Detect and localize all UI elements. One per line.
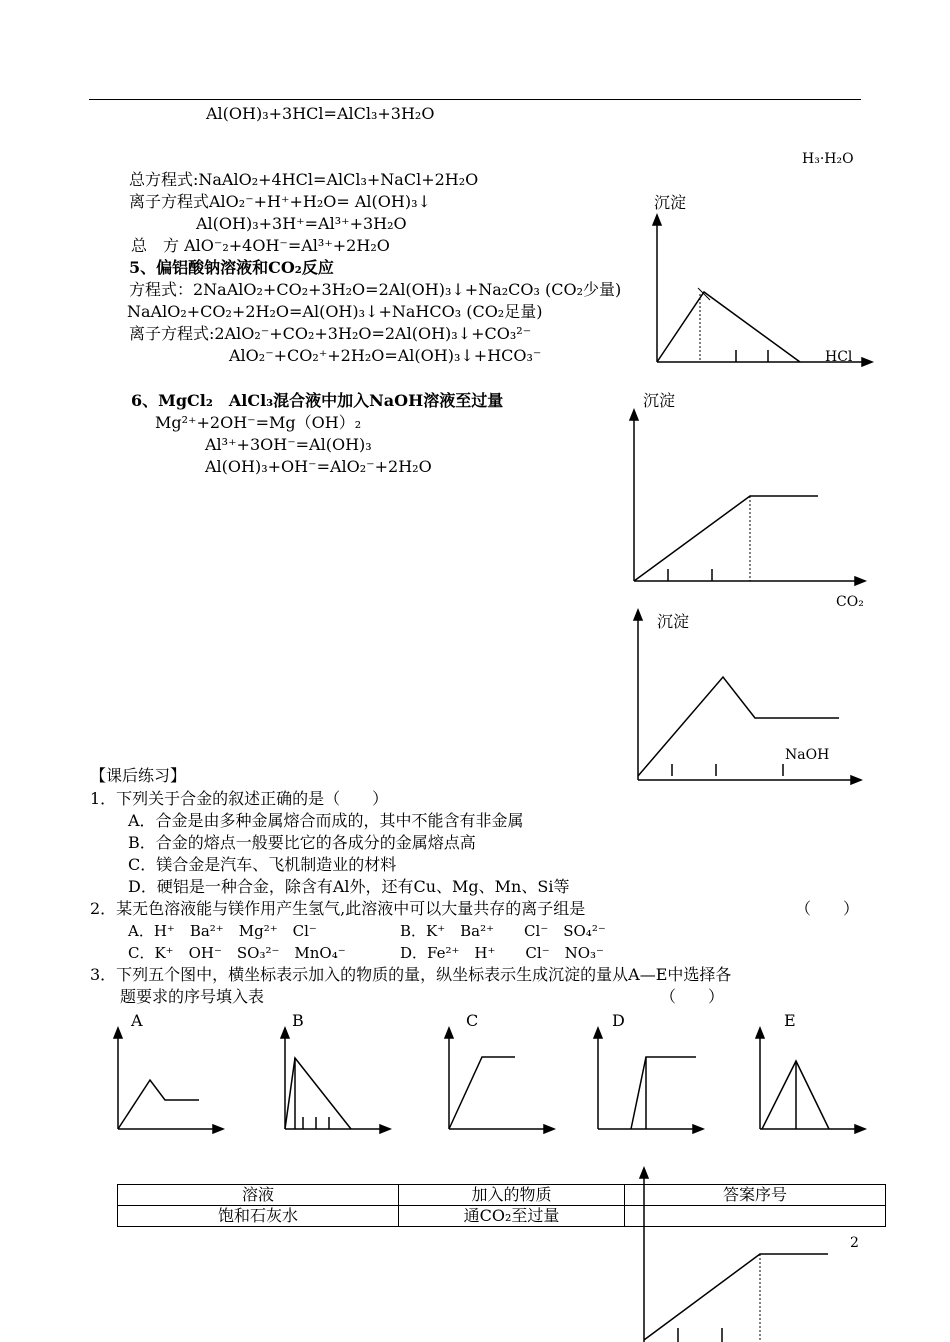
y-axis-label: 沉淀 xyxy=(643,391,676,410)
question-1: 1．下列关于合金的叙述正确的是（ ） xyxy=(90,789,389,808)
graph-label-a: A xyxy=(131,1011,143,1030)
equation-line: Mg²⁺+2OH⁻=Mg（OH）₂ xyxy=(155,413,362,432)
answer-paren: （ ） xyxy=(795,899,860,918)
answer-paren: （ ） xyxy=(660,987,725,1006)
y-axis-label: 沉淀 xyxy=(657,612,690,631)
option-a: A．H⁺ Ba²⁺ Mg²⁺ Cl⁻ xyxy=(128,922,317,940)
equation-line: NaAlO₂+CO₂+2H₂O=Al(OH)₃↓+NaHCO₃ (CO₂足量) xyxy=(127,302,543,321)
question-2: 2．某无色溶液能与镁作用产生氢气,此溶液中可以大量共存的离子组是 xyxy=(90,899,586,918)
equation-line: Al(OH)₃+OH⁻=AlO₂⁻+2H₂O xyxy=(205,457,432,476)
question-3-cont: 题要求的序号填入表 xyxy=(120,987,265,1006)
equation-line: 总 方 AlO⁻₂+4OH⁻=Al³⁺+2H₂O xyxy=(131,236,390,255)
equation-fragment: H₃·H₂O xyxy=(802,151,854,167)
equation-line: Al(OH)₃+3H⁺=Al³⁺+3H₂O xyxy=(196,214,407,233)
equation-line: Al³⁺+3OH⁻=Al(OH)₃ xyxy=(205,435,372,454)
graph-b xyxy=(279,1028,394,1138)
option-d: D．Fe²⁺ H⁺ Cl⁻ NO₃⁻ xyxy=(400,944,604,962)
graph-e xyxy=(754,1028,869,1138)
table-cell: 通CO₂至过量 xyxy=(399,1206,625,1227)
x-axis-label: HCl xyxy=(825,349,853,365)
section-heading: 5、偏铝酸钠溶液和CO₂反应 xyxy=(129,258,334,277)
equation-line: 方程式：2NaAlO₂+CO₂+3H₂O=2Al(OH)₃↓+Na₂CO₃ (CO₂少量) xyxy=(129,280,622,299)
table-header: 加入的物质 xyxy=(399,1185,625,1206)
equation-line: Al(OH)₃+3HCl=AlCl₃+3H₂O xyxy=(206,104,435,123)
x-axis-label: NaOH xyxy=(785,747,830,763)
option-b: B．K⁺ Ba²⁺ Cl⁻ SO₄²⁻ xyxy=(400,922,606,940)
option-c: C．K⁺ OH⁻ SO₃²⁻ MnO₄⁻ xyxy=(128,944,346,962)
option-c: C．镁合金是汽车、飞机制造业的材料 xyxy=(128,855,397,874)
option-d: D．硬铝是一种合金，除含有Al外，还有Cu、Mg、Mn、Si等 xyxy=(128,877,570,896)
option-a: A．合金是由多种金属熔合而成的，其中不能含有非金属 xyxy=(128,811,524,830)
graph-a xyxy=(112,1028,227,1138)
exercise-heading: 【课后练习】 xyxy=(90,766,187,785)
page-number: 2 xyxy=(850,1235,859,1251)
option-b: B．合金的熔点一般要比它的各成分的金属熔点高 xyxy=(128,833,476,852)
table-header: 溶液 xyxy=(118,1185,399,1206)
table-cell: 饱和石灰水 xyxy=(118,1206,399,1227)
question-3: 3．下列五个图中，横坐标表示加入的物质的量，纵坐标表示生成沉淀的量从A—E中选择各 xyxy=(90,965,732,984)
section-heading: 6、MgCl₂ AlCl₃混合液中加入NaOH溶液至过量 xyxy=(131,391,504,410)
precipitate-graph-co2 xyxy=(628,410,868,590)
precipitate-graph-bottom xyxy=(638,1168,838,1342)
header-rule xyxy=(89,99,861,100)
table-header: 答案序号 xyxy=(625,1185,886,1206)
x-axis-label: CO₂ xyxy=(836,594,864,610)
y-axis-label: 沉淀 xyxy=(654,193,687,212)
graph-d xyxy=(592,1028,707,1138)
graph-label-b: B xyxy=(292,1011,304,1030)
equation-line: AlO₂⁻+CO₂⁺+2H₂O=Al(OH)₃↓+HCO₃⁻ xyxy=(229,346,542,365)
equation-line: 离子方程式AlO₂⁻+H⁺+H₂O= Al(OH)₃↓ xyxy=(129,192,431,211)
graph-label-c: C xyxy=(466,1011,479,1030)
equation-line: 总方程式:NaAlO₂+4HCl=AlCl₃+NaCl+2H₂O xyxy=(129,170,479,189)
graph-label-d: D xyxy=(612,1011,625,1030)
equation-line: 离子方程式:2AlO₂⁻+CO₂+3H₂O=2Al(OH)₃↓+CO₃²⁻ xyxy=(129,324,532,343)
graph-label-e: E xyxy=(784,1011,796,1030)
graph-c xyxy=(443,1028,558,1138)
